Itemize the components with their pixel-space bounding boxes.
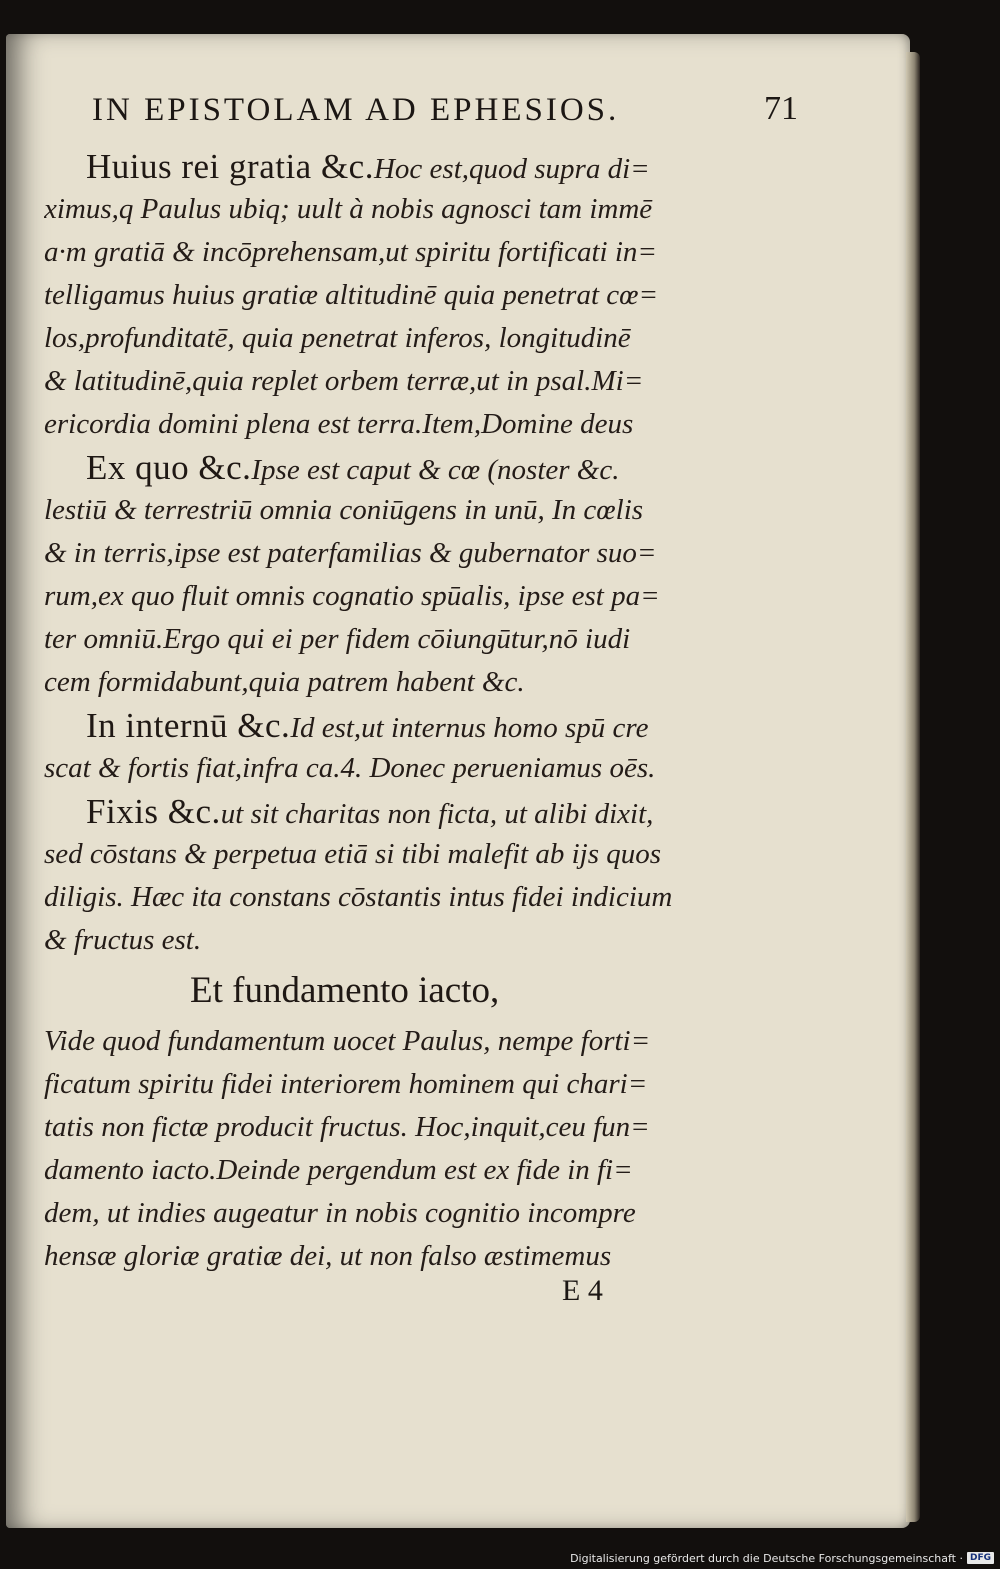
text-line: Vide quod fundamentum uocet Paulus, nempe forti= [44,1025,651,1057]
lemma: Fixis &c. [86,792,221,831]
text-line: Fixis &c.ut sit charitas non ficta, ut alibi dixit, [86,792,654,831]
text-line: damento iacto.Deinde pergendum est ex fide in fi= [44,1154,633,1186]
dfg-logo: DFG [967,1552,994,1564]
text-line: ximus,q Paulus ubiq; uult à nobis agnosci tam immē [44,193,653,225]
text-line: lestiū & terrestriū omnia coniūgens in unū, In cœlis [44,494,644,526]
text-block [44,145,744,1278]
text-line: & in terris,ipse est paterfamilias & gubernator suo= [44,537,657,569]
text-line: sed cōstans & perpetua etiā si tibi malefit ab ijs quos [44,838,662,870]
page-edge [906,52,920,1522]
text-line: scat & fortis fiat,infra ca.4. Donec perueniamus oēs. [44,752,656,784]
running-head [92,86,798,138]
section-heading: Et fundamento iacto, [190,970,500,1011]
digitization-credit [570,1550,994,1566]
text-line: ter omniū.Ergo qui ei per fidem cōiungūtur,nō iudi [44,623,631,655]
signature-mark: E 4 [562,1274,603,1307]
text-line: cem formidabunt,quia patrem habent &c. [44,666,525,698]
text-line: ericordia domini plena est terra.Item,Domine deus [44,408,634,440]
text-line: rum,ex quo fluit omnis cognatio spūalis, ipse est pa= [44,580,660,612]
credit-text: Digitalisierung gefördert durch die Deutsche Forschungsgemeinschaft · [570,1551,963,1565]
text-line: a·m gratiā & incōprehensam,ut spiritu fortificati in= [44,236,657,268]
text-line: ficatum spiritu fidei interiorem hominem qui chari= [44,1068,648,1100]
text-line: & latitudinē,quia replet orbem terræ,ut in psal.Mi= [44,365,644,397]
text-line: hensæ gloriæ gratiæ dei, ut non falso æstimemus [44,1240,612,1272]
folio-number: 71 [764,90,798,127]
text-line: Huius rei gratia &c.Hoc est,quod supra di= [86,147,650,186]
lemma: Huius rei gratia &c. [86,147,374,186]
running-head-title: IN EPISTOLAM AD EPHESIOS. [92,92,620,128]
text-line: In internū &c.Id est,ut internus homo spū cre [86,706,649,745]
text-line: tatis non fictæ producit fructus. Hoc,inquit,ceu fun= [44,1111,650,1143]
text-line: diligis. Hæc ita constans cōstantis intus fidei indicium [44,881,673,913]
text-line: telligamus huius gratiæ altitudinē quia penetrat cœ= [44,279,659,311]
lemma: In internū &c. [86,706,291,745]
text-line: los,profunditatē, quia penetrat inferos, longitudinē [44,322,631,354]
text-line: & fructus est. [44,924,202,956]
text-line: Ex quo &c.Ipse est caput & cœ (noster &c. [86,448,620,487]
lemma: Ex quo &c. [86,448,252,487]
text-line: dem, ut indies augeatur in nobis cognitio incompre [44,1197,636,1229]
